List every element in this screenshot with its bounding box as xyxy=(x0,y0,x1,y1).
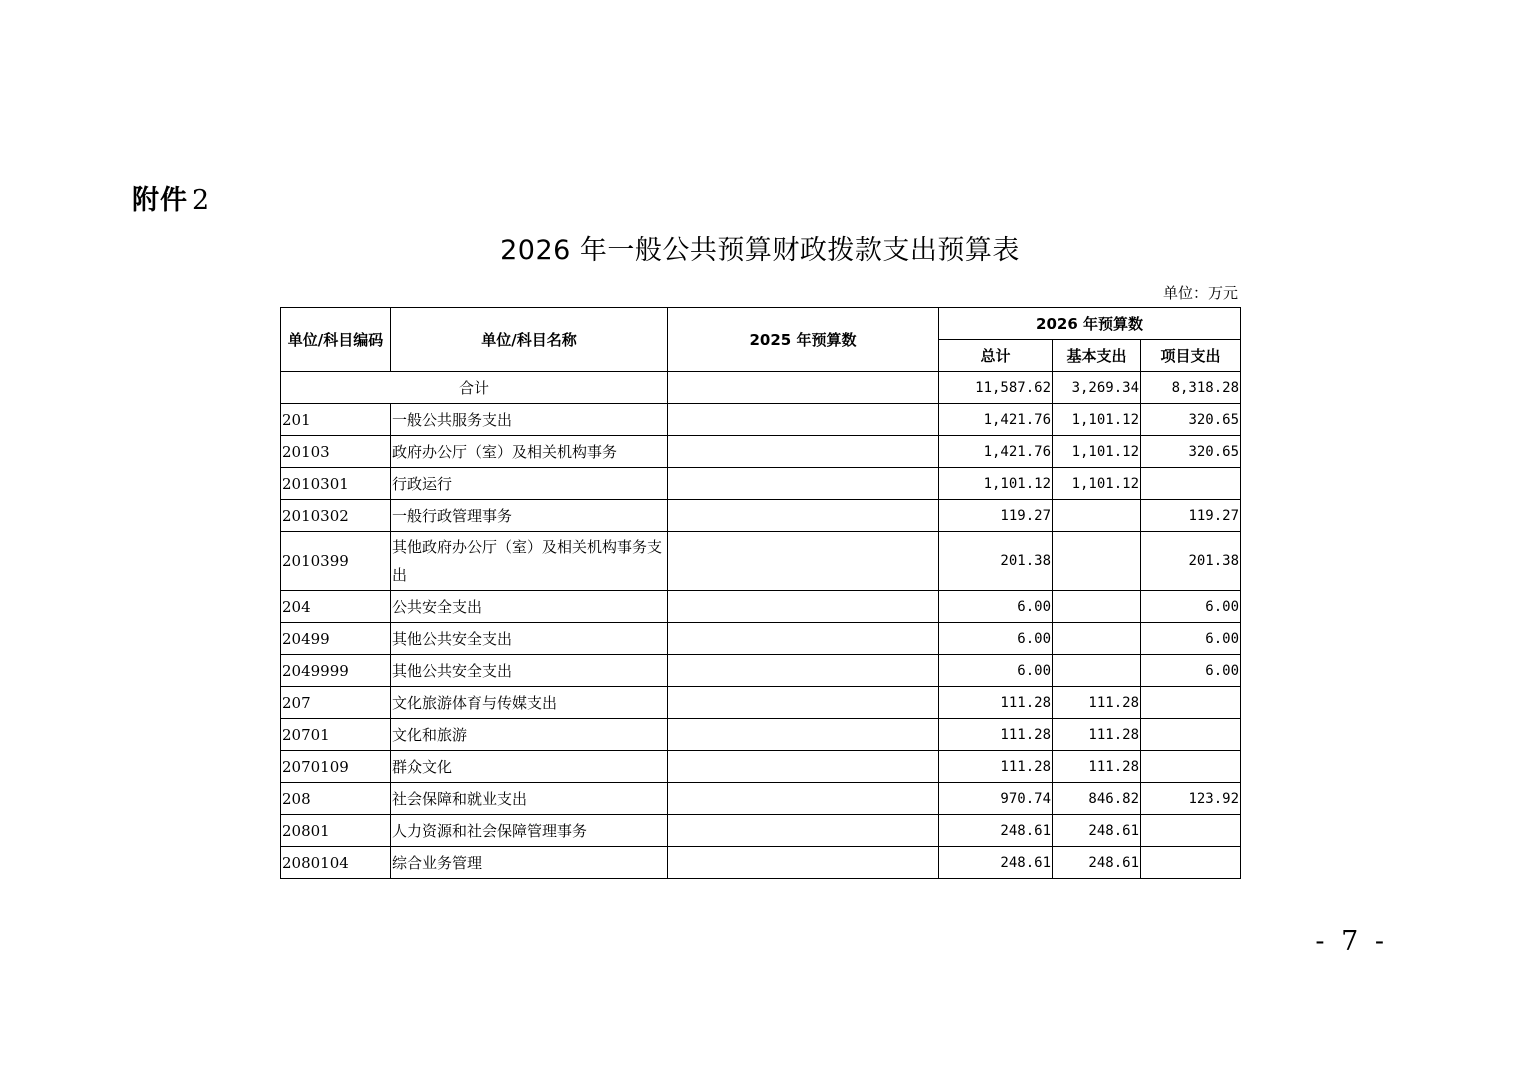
cell-basic xyxy=(1053,532,1141,591)
table-row xyxy=(281,500,1241,532)
table-row xyxy=(281,532,1241,591)
cell-total: 1,421.76 xyxy=(939,436,1053,468)
cell-project xyxy=(1141,847,1241,879)
cell-total: 970.74 xyxy=(939,783,1053,815)
total-project: 8,318.28 xyxy=(1141,372,1241,404)
cell-code: 20499 xyxy=(281,623,391,655)
cell-budget-2025 xyxy=(668,751,939,783)
cell-budget-2025 xyxy=(668,687,939,719)
page-number: - 7 - xyxy=(1315,926,1388,957)
cell-project: 320.65 xyxy=(1141,436,1241,468)
cell-project: 119.27 xyxy=(1141,500,1241,532)
header-budget-2026: 2026 年预算数 xyxy=(939,308,1241,340)
cell-name: 行政运行 xyxy=(391,468,668,500)
total-label: 合计 xyxy=(281,372,668,404)
cell-basic: 248.61 xyxy=(1053,815,1141,847)
cell-total: 201.38 xyxy=(939,532,1053,591)
cell-code: 2049999 xyxy=(281,655,391,687)
cell-budget-2025 xyxy=(668,623,939,655)
header-name: 单位/科目名称 xyxy=(391,308,668,372)
table-row xyxy=(281,783,1241,815)
cell-project: 123.92 xyxy=(1141,783,1241,815)
cell-total: 111.28 xyxy=(939,719,1053,751)
cell-name: 政府办公厅（室）及相关机构事务 xyxy=(391,436,668,468)
total-row xyxy=(281,372,1241,404)
table-row xyxy=(281,719,1241,751)
attachment-number: 2 xyxy=(192,185,211,216)
cell-name: 其他公共安全支出 xyxy=(391,655,668,687)
cell-name: 一般行政管理事务 xyxy=(391,500,668,532)
cell-basic: 248.61 xyxy=(1053,847,1141,879)
cell-name: 文化和旅游 xyxy=(391,719,668,751)
cell-code: 2010301 xyxy=(281,468,391,500)
cell-project: 6.00 xyxy=(1141,623,1241,655)
cell-project: 201.38 xyxy=(1141,532,1241,591)
cell-basic: 1,101.12 xyxy=(1053,468,1141,500)
cell-code: 2070109 xyxy=(281,751,391,783)
cell-basic xyxy=(1053,623,1141,655)
total-total: 11,587.62 xyxy=(939,372,1053,404)
header-code: 单位/科目编码 xyxy=(281,308,391,372)
cell-budget-2025 xyxy=(668,655,939,687)
table-row xyxy=(281,623,1241,655)
cell-basic: 111.28 xyxy=(1053,751,1141,783)
cell-total: 248.61 xyxy=(939,847,1053,879)
table-row xyxy=(281,687,1241,719)
cell-name: 其他政府办公厅（室）及相关机构事务支出 xyxy=(391,532,668,591)
cell-total: 1,101.12 xyxy=(939,468,1053,500)
cell-basic: 111.28 xyxy=(1053,687,1141,719)
cell-name: 社会保障和就业支出 xyxy=(391,783,668,815)
cell-project xyxy=(1141,687,1241,719)
table-row xyxy=(281,751,1241,783)
cell-basic: 846.82 xyxy=(1053,783,1141,815)
cell-code: 20103 xyxy=(281,436,391,468)
cell-total: 248.61 xyxy=(939,815,1053,847)
cell-project xyxy=(1141,468,1241,500)
table-row xyxy=(281,468,1241,500)
cell-code: 204 xyxy=(281,591,391,623)
attachment-text: 附件 xyxy=(132,185,188,216)
cell-code: 20701 xyxy=(281,719,391,751)
cell-total: 1,421.76 xyxy=(939,404,1053,436)
table-row xyxy=(281,847,1241,879)
cell-name: 群众文化 xyxy=(391,751,668,783)
table-row xyxy=(281,591,1241,623)
cell-name: 一般公共服务支出 xyxy=(391,404,668,436)
cell-code: 207 xyxy=(281,687,391,719)
cell-basic xyxy=(1053,500,1141,532)
cell-budget-2025 xyxy=(668,436,939,468)
cell-basic: 111.28 xyxy=(1053,719,1141,751)
table-row xyxy=(281,815,1241,847)
cell-code: 208 xyxy=(281,783,391,815)
table-row xyxy=(281,404,1241,436)
cell-code: 2010399 xyxy=(281,532,391,591)
cell-project xyxy=(1141,751,1241,783)
header-budget-2025: 2025 年预算数 xyxy=(668,308,939,372)
cell-basic xyxy=(1053,655,1141,687)
cell-code: 20801 xyxy=(281,815,391,847)
cell-total: 111.28 xyxy=(939,687,1053,719)
cell-name: 综合业务管理 xyxy=(391,847,668,879)
table-row xyxy=(281,655,1241,687)
cell-budget-2025 xyxy=(668,783,939,815)
header-row xyxy=(281,308,1241,340)
cell-budget-2025 xyxy=(668,468,939,500)
cell-total: 119.27 xyxy=(939,500,1053,532)
total-budget-2025 xyxy=(668,372,939,404)
total-basic: 3,269.34 xyxy=(1053,372,1141,404)
cell-project xyxy=(1141,815,1241,847)
document-title: 2026 年一般公共预算财政拨款支出预算表 xyxy=(500,235,1020,266)
cell-name: 公共安全支出 xyxy=(391,591,668,623)
cell-budget-2025 xyxy=(668,719,939,751)
header-total: 总计 xyxy=(939,340,1053,372)
cell-budget-2025 xyxy=(668,532,939,591)
cell-project: 320.65 xyxy=(1141,404,1241,436)
budget-table xyxy=(280,307,1241,879)
cell-code: 2080104 xyxy=(281,847,391,879)
cell-project: 6.00 xyxy=(1141,655,1241,687)
cell-budget-2025 xyxy=(668,500,939,532)
cell-total: 6.00 xyxy=(939,591,1053,623)
cell-name: 人力资源和社会保障管理事务 xyxy=(391,815,668,847)
cell-project xyxy=(1141,719,1241,751)
cell-total: 111.28 xyxy=(939,751,1053,783)
cell-budget-2025 xyxy=(668,815,939,847)
header-basic: 基本支出 xyxy=(1053,340,1141,372)
cell-budget-2025 xyxy=(668,404,939,436)
cell-total: 6.00 xyxy=(939,655,1053,687)
cell-name: 文化旅游体育与传媒支出 xyxy=(391,687,668,719)
cell-code: 2010302 xyxy=(281,500,391,532)
cell-basic xyxy=(1053,591,1141,623)
cell-budget-2025 xyxy=(668,847,939,879)
cell-code: 201 xyxy=(281,404,391,436)
cell-basic: 1,101.12 xyxy=(1053,436,1141,468)
attachment-label xyxy=(132,178,210,217)
cell-project: 6.00 xyxy=(1141,591,1241,623)
header-project: 项目支出 xyxy=(1141,340,1241,372)
cell-budget-2025 xyxy=(668,591,939,623)
unit-label: 单位：万元 xyxy=(1162,284,1238,302)
table-row xyxy=(281,436,1241,468)
cell-total: 6.00 xyxy=(939,623,1053,655)
cell-basic: 1,101.12 xyxy=(1053,404,1141,436)
cell-name: 其他公共安全支出 xyxy=(391,623,668,655)
